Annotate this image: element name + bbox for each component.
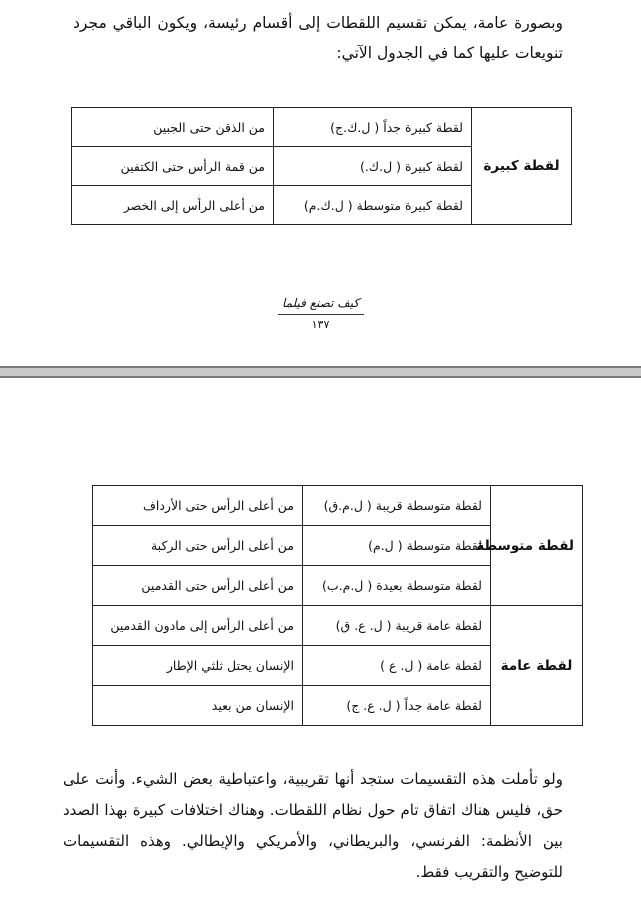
frame-cell: من أعلى الرأس حتى الأرداف [93,486,303,526]
frame-cell: من أعلى الرأس إلى الخصر [72,186,274,225]
shot-cell: لقطة عامة ( ل. ع ) [303,646,491,686]
shot-table-large [71,107,572,225]
frame-cell: من أعلى الرأس إلى مادون القدمين [93,606,303,646]
footer-book-title: كيف تصنع فيلما [281,296,360,310]
page-number: ١٣٧ [311,318,330,331]
frame-cell: من أعلى الرأس حتى الركبة [93,526,303,566]
intro-paragraph: وبصورة عامة، يمكن تقسيم اللقطات إلى أقسام رئيسة، ويكون الباقي مجرد تنويعات عليها كما في الجدول الآتي: [73,14,563,62]
table-row [93,606,583,646]
page-separator [0,366,641,378]
shot-cell: لقطة عامة قريبة ( ل. ع. ق) [303,606,491,646]
frame-cell: من الذقن حتى الجبين [72,108,274,147]
category-cell: لقطة متوسطة [491,486,583,606]
shot-cell: لقطة كبيرة جداً ( ل.ك.ج) [274,108,472,147]
body-paragraph: ولو تأملت هذه التقسيمات ستجد أنها تقريبية، واعتباطية بعض الشيء. وأنت على حق، فليس هناك اتفاق تام حول نظام اللقطات. وهناك اختلافات كبيرة بهذا الصدد بين الأنظمة: الفرنسي، والبريطاني، والأمريكي والإيطالي. وهذه التقسيمات للتوضيح والتقريب فقط. [63,770,563,881]
category-cell: لقطة كبيرة [472,108,572,225]
shot-cell: لقطة متوسطة قريبة ( ل.م.ق) [303,486,491,526]
shot-cell: لقطة متوسطة بعيدة ( ل.م.ب) [303,566,491,606]
table-row [72,108,572,147]
frame-cell: الإنسان يحتل ثلثي الإطار [93,646,303,686]
frame-cell: من أعلى الرأس حتى القدمين [93,566,303,606]
shot-cell: لقطة كبيرة متوسطة ( ل.ك.م) [274,186,472,225]
frame-cell: من قمة الرأس حتى الكتفين [72,147,274,186]
frame-cell: الإنسان من بعيد [93,686,303,726]
footer-divider [278,314,364,315]
shot-cell: لقطة عامة جداً ( ل. ع. ج) [303,686,491,726]
shot-cell: لقطة كبيرة ( ل.ك.) [274,147,472,186]
table-row [93,486,583,526]
category-cell: لقطة عامة [491,606,583,726]
shot-table-medium-general [92,485,583,726]
shot-cell: لقطة متوسطة ( ل.م) [303,526,491,566]
